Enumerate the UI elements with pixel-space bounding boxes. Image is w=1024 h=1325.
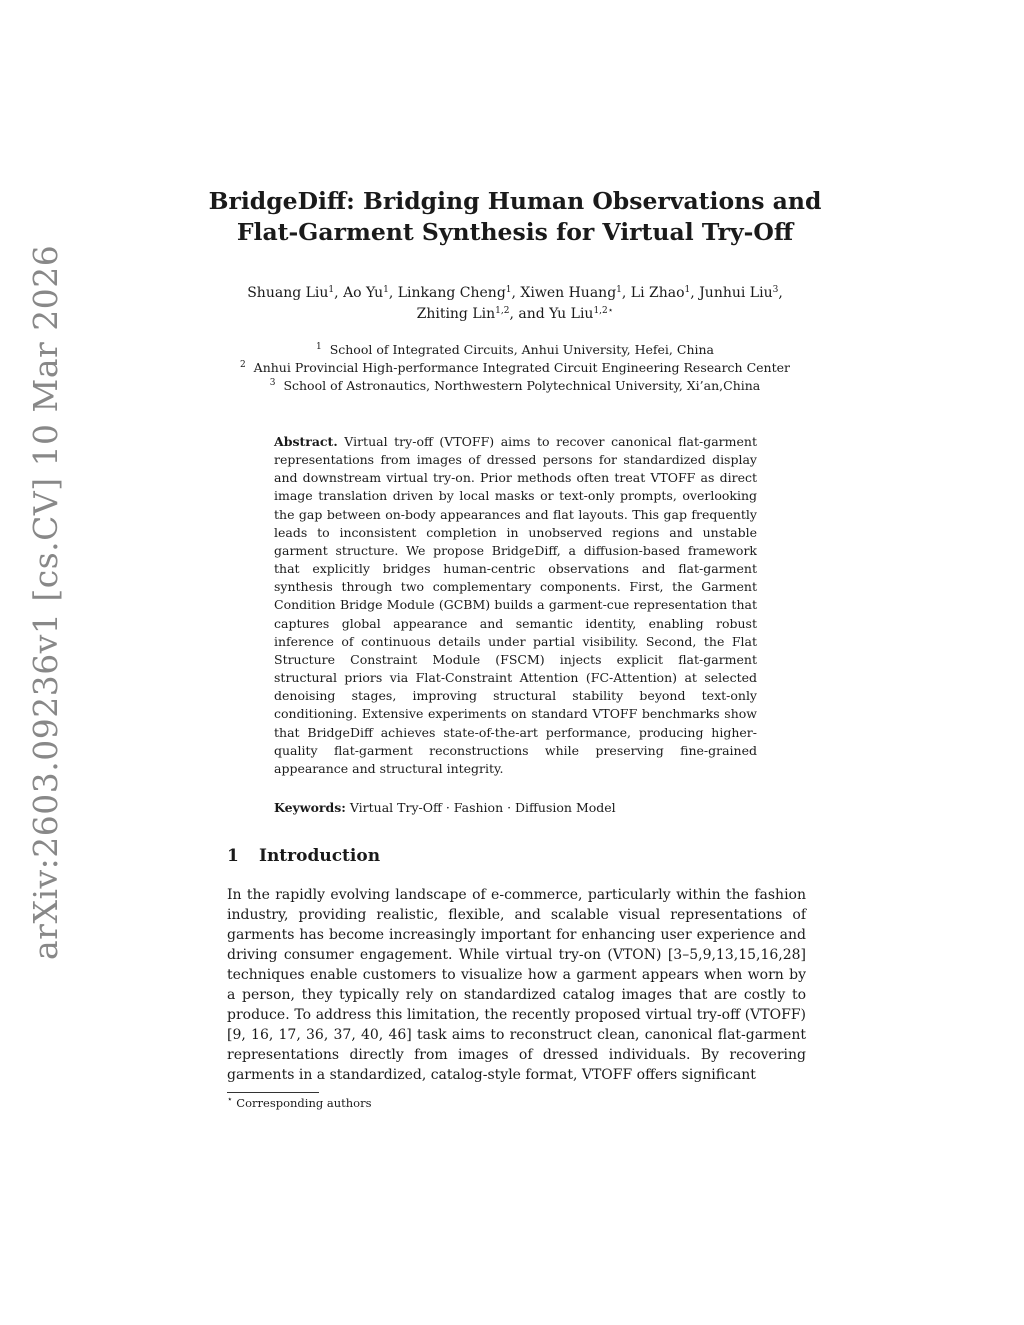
author-affil-mark: 1: [383, 285, 389, 295]
affiliation-mark: 3: [269, 378, 276, 388]
footnote-mark: ⋆: [227, 1095, 233, 1105]
keywords-label: Keywords:: [274, 800, 346, 815]
section-number: 1: [227, 846, 239, 866]
keywords-text: Virtual Try-Off · Fashion · Diffusion Model: [349, 800, 616, 815]
author-affil-mark: 1,2: [495, 306, 510, 316]
abstract-label: Abstract.: [274, 434, 338, 449]
affiliation-text: School of Astronautics, Northwestern Polytechnical University, Xi’an,China: [283, 378, 761, 393]
author-list: [200, 283, 830, 325]
footnote-divider: [227, 1092, 319, 1093]
affiliation-mark: 2: [239, 360, 246, 370]
author-name: Xiwen Huang: [520, 285, 617, 301]
author-name: Junhui Liu: [699, 285, 773, 301]
paper-title: [200, 186, 830, 248]
affiliation-item: [200, 359, 830, 377]
affiliation-list: [200, 341, 830, 395]
author-line-1: Shuang Liu$^1$, Ao Yu$^1$, Linkang Cheng$^1$, Xiwen Huang$^1$, Li Zhao$^1$, Junhui Liu$^3$,: [247, 285, 783, 301]
author-affil-mark: 1: [616, 285, 622, 295]
footnote: [227, 1095, 372, 1111]
author-name: Linkang Cheng: [397, 285, 506, 301]
intro-paragraph: In the rapidly evolving landscape of e-commerce, particularly within the fashion industry, providing realistic, flexible, and scalable visual representations of garments has become increasingly important for enhancing user experience and driving consumer engagement. While virtual try-on (VTON) [3–5,9,13,15,16,28] techniques enable customers to visualize how a garment appears when worn by a person, they typically rely on standardized catalog images that are costly to produce. To address this limitation, the recently proposed virtual try-off (VTOFF) [9, 16, 17, 36, 37, 40, 46] task aims to reconstruct clean, canonical flat-garment representations directly from images of dressed individuals. By recovering garments in a standardized, catalog-style format, VTOFF offers significant: [227, 887, 806, 1083]
author-name: Yu Liu: [549, 306, 594, 322]
author-conjunction: and: [518, 306, 545, 322]
author-name: Li Zhao: [630, 285, 685, 301]
keywords: [274, 799, 757, 817]
footnote-text: Corresponding authors: [236, 1096, 372, 1110]
author-name: Ao Yu: [343, 285, 384, 301]
affiliation-item: [200, 341, 830, 359]
author-affil-mark: 1: [505, 285, 512, 295]
section-heading: [227, 846, 380, 866]
author-name: Zhiting Lin: [416, 306, 496, 322]
author-affil-mark: 1: [684, 285, 691, 295]
abstract: [274, 433, 757, 778]
affiliation-mark: 1: [316, 342, 322, 352]
section-title: Introduction: [259, 846, 381, 866]
author-affil-mark: 1,2⋆: [593, 306, 614, 316]
arxiv-identifier: arXiv:2603.09236v1 [cs.CV] 10 Mar 2026: [26, 244, 65, 960]
author-affil-mark: 3: [772, 285, 779, 295]
abstract-text: Virtual try-off (VTOFF) aims to recover canonical flat-garment representations from images of dressed persons for standardized display and downstream virtual try-on. Prior methods often treat VTOFF as direct image translation driven by local masks or text-only prompts, overlooking the gap between on-body appearances and flat layouts. This gap frequently leads to inconsistent completion in unobserved regions and unstable garment structure. We propose BridgeDiff, a diffusion-based framework that explicitly bridges human-centric observations and flat-garment synthesis through two complementary components. First, the Garment Condition Bridge Module (GCBM) builds a garment-cue representation that captures global appearance and semantic identity, enabling robust inference of continuous details under partial visibility. Second, the Flat Structure Constraint Module (FSCM) injects explicit flat-garment structural priors via Flat-Constraint Attention (FC-Attention) at selected denoising stages, improving structural stability beyond text-only conditioning. Extensive experiments on standard VTOFF benchmarks show that BridgeDiff achieves state-of-the-art performance, producing higher-quality flat-garment reconstructions while preserving fine-grained appearance and structural integrity.: [274, 434, 757, 776]
affiliation-text: School of Integrated Circuits, Anhui University, Hefei, China: [329, 342, 714, 357]
author-affil-mark: 1: [328, 285, 335, 295]
title-line-1: BridgeDiff: Bridging Human Observations and: [208, 187, 822, 215]
author-name: Shuang Liu: [247, 285, 329, 301]
author-line-2: Zhiting Lin$^{1,2}$, and Yu Liu$^{1,2⋆}$: [416, 306, 614, 322]
affiliation-item: [200, 377, 830, 395]
title-line-2: Flat-Garment Synthesis for Virtual Try-Off: [236, 218, 794, 246]
affiliation-text: Anhui Provincial High-performance Integrated Circuit Engineering Research Center: [253, 360, 790, 375]
